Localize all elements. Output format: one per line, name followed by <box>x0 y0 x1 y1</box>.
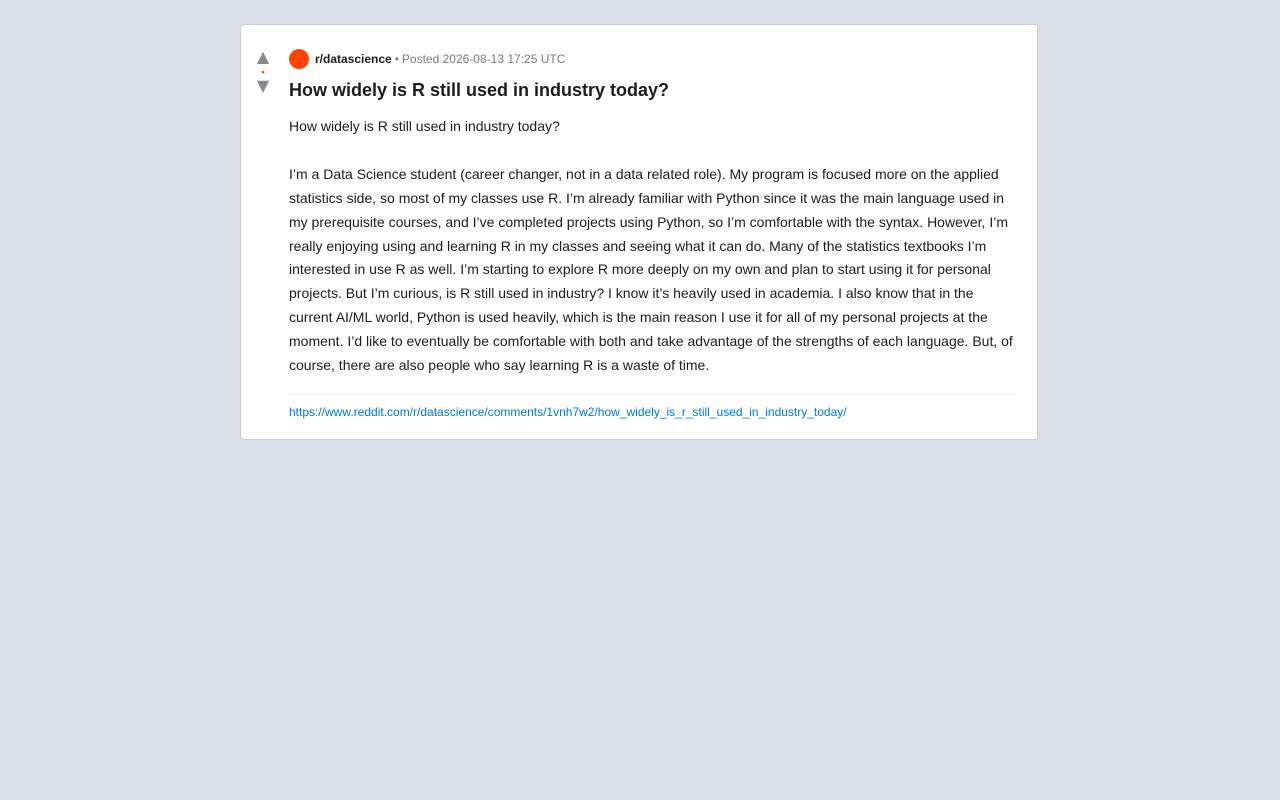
post-meta <box>289 49 1015 69</box>
post-card <box>240 24 1038 440</box>
post-body <box>289 49 1015 419</box>
post-text <box>289 115 1015 378</box>
divider <box>289 394 1015 395</box>
upvote-arrow-icon[interactable]: ▲ <box>256 47 270 66</box>
vote-column <box>241 49 285 94</box>
post-text-intro: How widely is R still used in industry today? <box>289 118 560 134</box>
post-text-main: I’m a Data Science student (career changer, not in a data related role). My program is focused more on the applied statistics side, so most of my classes use R. I’m already familiar with Python since it was the main language used in my prerequisite courses, and I’ve completed projects using Python, so I’m comfortable with the syntax. However, I’m really enjoying using and learning R in my classes and seeing what it can do. Many of the statistics textbooks I’m interested in use R as well. I’m starting to explore R more deeply on my own and plan to start using it for personal projects. But I’m curious, is R still used in industry? I know it’s heavily used in academia. I also know that in the current AI/ML world, Python is used heavily, which is the main reason I use it for all of my personal projects at the moment. I’d like to eventually be comfortable with both and take advantage of the strengths of each language. But, of course, there are also people who say learning R is a waste of time. <box>289 165 1013 374</box>
post-timestamp: Posted 2026-08-13 17:25 UTC <box>401 52 566 66</box>
post-permalink[interactable]: https://www.reddit.com/r/datascience/comments/1vnh7w2/how_widely_is_r_still_used_in_industry_today/ <box>289 404 847 419</box>
subreddit-avatar-icon[interactable] <box>289 49 309 69</box>
downvote-arrow-icon[interactable]: ▼ <box>256 76 270 95</box>
meta-separator: • <box>394 52 399 66</box>
post-title[interactable]: How widely is R still used in industry today? <box>289 80 670 100</box>
vote-score: • <box>261 67 265 77</box>
subreddit-name[interactable]: r/datascience <box>315 52 392 66</box>
